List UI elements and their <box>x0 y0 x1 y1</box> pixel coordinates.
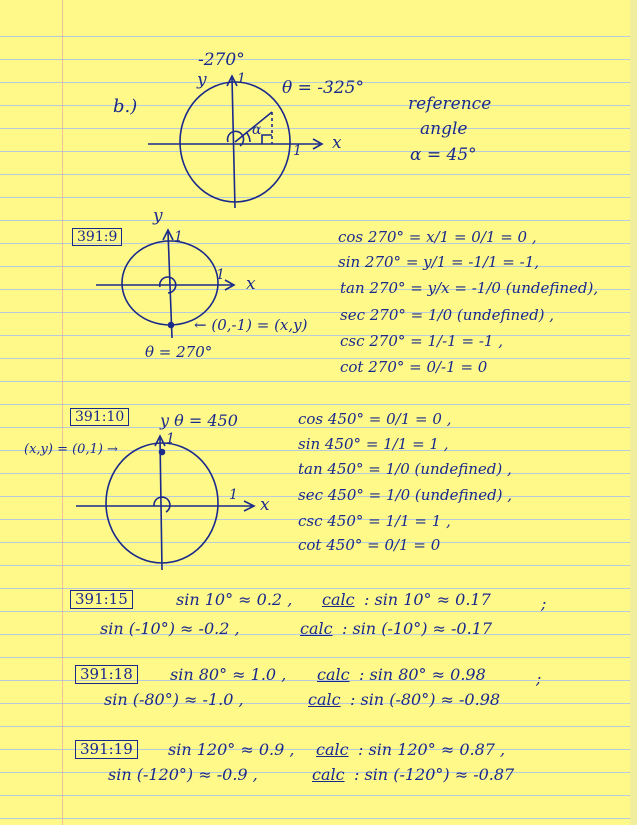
part-b-label: b.) <box>113 96 138 117</box>
x-axis-label-10: x <box>260 495 270 515</box>
cos-450-line: cos 450° = 0/1 = 0 , <box>298 410 452 428</box>
calc-label-18a: calc <box>317 665 350 684</box>
estimate-sin-80: sin 80° ≈ 1.0 , <box>170 665 287 684</box>
tan-270-line: tan 270° = y/x = -1/0 (undefined), <box>340 279 599 297</box>
unit-label-top: 1 <box>237 71 246 87</box>
x-axis-label-9: x <box>246 274 256 294</box>
calc-sin-80: : sin 80° ≈ 0.98 <box>359 665 486 684</box>
theta-270-label: θ = 270° <box>145 343 213 361</box>
unit-right-10: 1 <box>229 487 238 503</box>
unit-right-9: 1 <box>216 267 225 283</box>
estimate-sin-neg80: sin (-80°) ≈ -1.0 , <box>104 690 244 709</box>
sin-270-line: sin 270° = y/1 = -1/1 = -1, <box>338 253 540 271</box>
point-label-9: ← (0,-1) = (x,y) <box>194 316 308 334</box>
angle-text: angle <box>420 119 468 139</box>
semicolon-18: ; <box>536 669 542 688</box>
problem-tag-391-15: 391:15 <box>70 590 133 609</box>
calc-sin-neg10: : sin (-10°) ≈ -0.17 <box>342 619 493 638</box>
unit-label-right: 1 <box>293 143 302 159</box>
y-axis-label: y <box>197 70 207 90</box>
sec-270-line: sec 270° = 1/0 (undefined) , <box>340 306 555 324</box>
calc-label-15a: calc <box>322 590 355 609</box>
cot-450-line: cot 450° = 0/1 = 0 <box>298 536 441 554</box>
alpha-value: α = 45° <box>410 145 477 165</box>
calc-sin-neg80: : sin (-80°) ≈ -0.98 <box>350 690 501 709</box>
unit-top-10: 1 <box>166 431 175 447</box>
estimate-sin-neg10: sin (-10°) ≈ -0.2 , <box>100 619 240 638</box>
calc-sin-10: : sin 10° ≈ 0.17 <box>364 590 491 609</box>
problem-tag-391-19: 391:19 <box>75 740 138 759</box>
reference-text: reference <box>408 94 492 114</box>
semicolon-15: ; <box>541 594 547 613</box>
calc-label-19a: calc <box>316 740 349 759</box>
sec-450-line: sec 450° = 1/0 (undefined) , <box>298 486 513 504</box>
y-theta-450-label: y θ = 450 <box>160 411 238 430</box>
calc-label-15b: calc <box>300 619 333 638</box>
estimate-sin-neg120: sin (-120°) ≈ -0.9 , <box>108 765 258 784</box>
problem-tag-391-9: 391:9 <box>72 228 122 246</box>
y-axis-label-9: y <box>153 206 163 226</box>
alpha-label: α <box>252 122 262 138</box>
csc-450-line: csc 450° = 1/1 = 1 , <box>298 512 451 530</box>
theta-label: θ = -325° <box>282 78 364 98</box>
estimate-sin-10: sin 10° ≈ 0.2 , <box>176 590 293 609</box>
point-label-10: (x,y) = (0,1) → <box>24 442 118 457</box>
unit-top-9: 1 <box>174 229 183 245</box>
calc-label-18b: calc <box>308 690 341 709</box>
calc-sin-120: : sin 120° ≈ 0.87 , <box>358 740 506 759</box>
calc-label-19b: calc <box>312 765 345 784</box>
csc-270-line: csc 270° = 1/-1 = -1 , <box>340 332 503 350</box>
problem-tag-391-10: 391:10 <box>70 408 129 426</box>
sin-450-line: sin 450° = 1/1 = 1 , <box>298 435 449 453</box>
tan-450-line: tan 450° = 1/0 (undefined) , <box>298 460 512 478</box>
estimate-sin-120: sin 120° ≈ 0.9 , <box>168 740 295 759</box>
cot-270-line: cot 270° = 0/-1 = 0 <box>340 358 488 376</box>
x-axis-label: x <box>332 133 342 153</box>
problem-tag-391-18: 391:18 <box>75 665 138 684</box>
cos-270-line: cos 270° = x/1 = 0/1 = 0 , <box>338 228 537 246</box>
neg-270-label: -270° <box>198 50 245 70</box>
calc-sin-neg120: : sin (-120°) ≈ -0.87 <box>354 765 515 784</box>
